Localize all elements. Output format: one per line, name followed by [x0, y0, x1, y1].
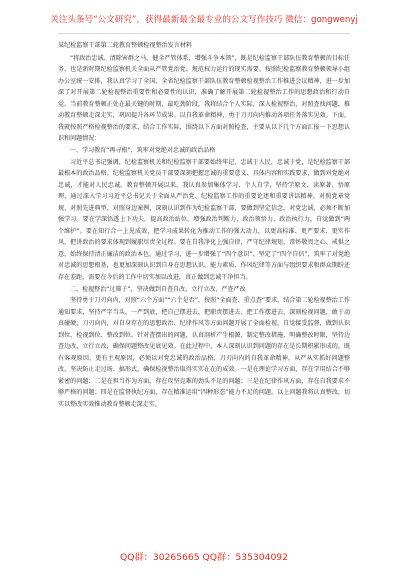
section-heading: 一、学习教育“再寻根”，筑牢对党绝对忠诚的政治品格 [70, 146, 216, 154]
banner-divider [58, 33, 350, 34]
section-heading: 二、检视整治“过筛子”，坚决做到自查自改、立行立改、严查严改 [70, 285, 246, 293]
promo-banner: 关注头条号“公文研究”，获得最新最全最专业的公文写作技巧 微信：gongwenyj [50, 15, 358, 25]
footer-contact: QQ群：30265665 QQ群：535304092 [120, 552, 288, 563]
paragraph: “将政治忠诚、清除害群之马、健全严管体系，增强斗争本领”，既是纪检监察干部队伍教育整顿的目标任务，也是新时期纪检监察机关全面从严管党治党、规范权力运行的现实需要。按照纪检监察教育整顿领导小组办公室统一安排，我认真学习了全国、全省纪检监察干部队伍教育整顿检视整治工作推进会议精神，进一步加深了对开展第二轮检视整治重要性和必要性的认识，准确了解开展第二轮检视整治工作的思想政治和行动自觉。当前教育整顿正处在最关键的时期，最吃劲阶段，我将结合个人实际，深入检视整治，对照查找问题，推动教育整顿走深走实，巩固提升各环节成果。以自我革命精神，勇于刀刃向内推动各项任务落实见效。下面，我就按照严格检视整治的要求，结合工作实际，围绕以下方面对照检查，主要从以下几个方面汇报一下思想认识和问题情况： [58, 54, 350, 143]
paragraph: 坚持勇于刀刃向内，对照“六个方面”“六个是否”，按照“全面查、重点查”要求，结合第二轮检视整治工作通知要求，坚持严字当头、一严到底，把自己摆进去、把职责摆进去、把工作摆进去，深刻检视问题，敢于动真碰硬，刀刃向内，对自身存在的思想政治、纪律作风等方面问题开展了全面检视，自觉接受监督，做到认识到位、检视到位、整改到位。针对查摆出的问题，认真剖析产生根源，制定整改措施，明确整改时限，坚持边查边改、立行立改，确保问题整改见底见效。在此过程中，本人深刻认识到问题的存在是长期积累形成的，既有客观原因，更有主观原因，必须以对党忠诚的政治品格、刀刃向内的自我革命精神，从严从实抓好问题整改，坚决防止走过场、搞形式，确保检视整治取得实实在在的成效。一是在理论学习方面，存在学用结合不够紧密的问题；二是在担当作为方面，存在攻坚克难的劲头不足的问题；三是在纪律作风方面，存在自我要求不够严格的问题；四是在监督执纪方面，存在精准运用“四种形态”能力不足的问题，以上问题我将认真整改，切实以整改实效推动教育整顿走深走实。 [58, 297, 350, 408]
document-title: 某纪检监察干部第二轮教育整顿检视整治发言材料 [58, 42, 193, 49]
paragraph: 习近平总书记强调，纪检监察机关和纪检监察干部要始终牢记，忠诚于人民，忠诚于党，是纪检监察干部最根本的政治品格。纪检监察机关党员干部要深刻把握忠诚的重要意义、具体内容和实践要求，做到对党绝对忠诚，才能对人民忠诚。教育整顿开展以来，我认真参加集体学习、个人自学，坚持学原文、读原著、悟原理，通过深入学习习近平总书记关于全面从严治党、纪检监察工作的重要论述和重要讲话精神，对照党章党规、对照先进典型、对照身边案例，深刻认识到作为纪检监察干部，要做到坚定信念、对党忠诚，必须不断加强学习。要在学深悟透上下功夫，提高政治站位，增强政治判断力、政治领悟力、政治执行力，自觉做到“两个维护”。要在知行合一上见成效，把学习成果转化为推动工作的强大动力，以更高标准、更严要求、更实作风，把讲政治的要求体现到履职尽责全过程。要在自我净化上强自律，严守纪律规矩，常怀敬畏之心、戒惧之意，始终保持清正廉洁的政治本色。通过学习，进一步增强了“四个意识”、坚定了“四个自信”，筑牢了对党绝对忠诚的思想根基，也更加深刻认识到自身在思想认识、能力素质、作风纪律等方面与组织要求和群众期盼还存在差距，需要在今后的工作中切实加以改进，真正做到忠诚干净担当。 [58, 158, 350, 281]
document-page [58, 40, 350, 548]
